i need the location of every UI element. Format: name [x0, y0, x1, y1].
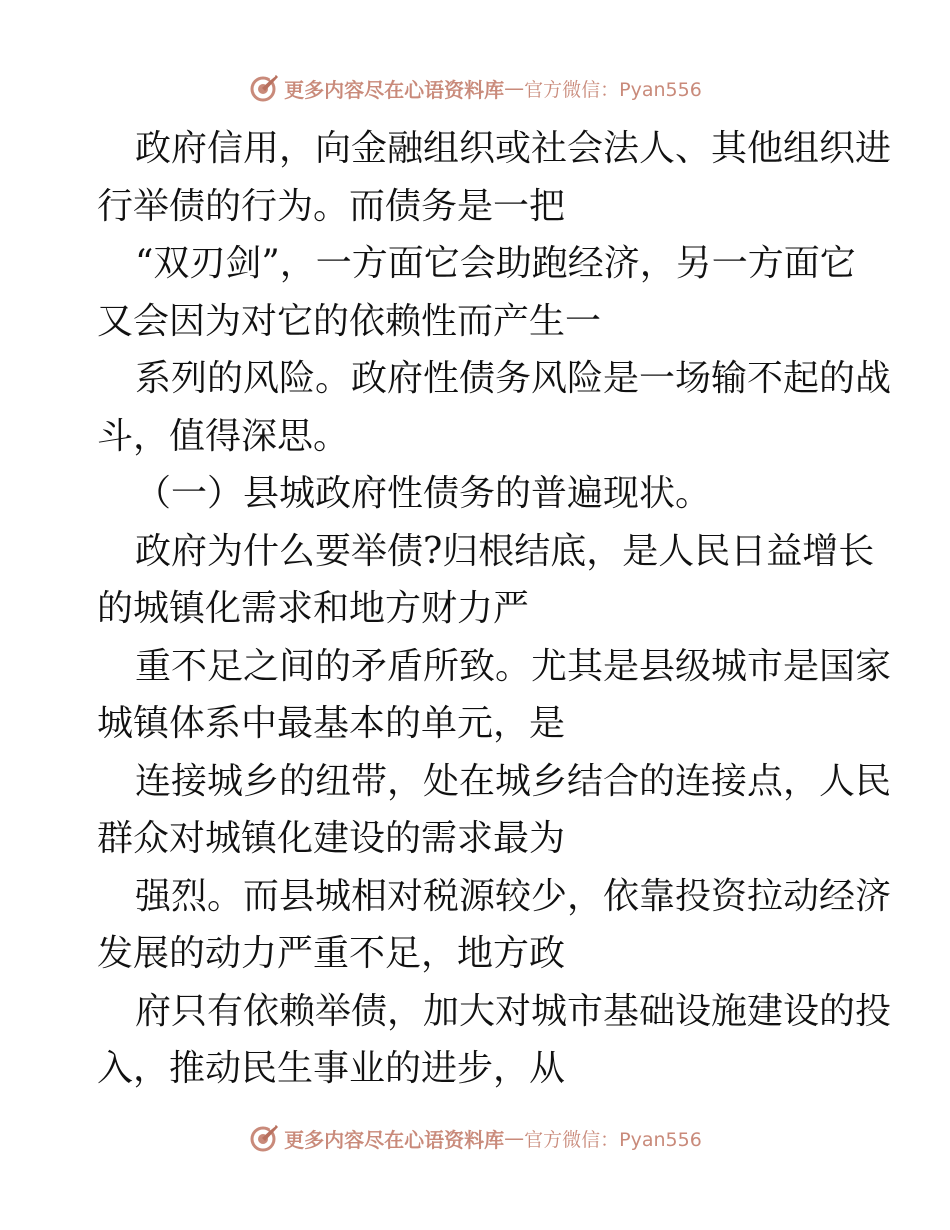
text-line: 政府为什么要举债?归根结底，是人民日益增长	[135, 530, 875, 572]
text-line: 行举债的行为。而债务是一把	[97, 185, 566, 227]
text-line: 连接城乡的纽带，处在城乡结合的连接点，人民	[135, 760, 892, 802]
header-brand-text: 更多内容尽在心语资料库	[284, 77, 505, 102]
header-watermark-banner	[0, 71, 950, 105]
quill-pen-circle-icon	[248, 72, 280, 104]
footer-brand-text: 更多内容尽在心语资料库	[284, 1127, 505, 1152]
footer-separator: —	[504, 1126, 525, 1150]
footer-watermark-banner	[0, 1121, 950, 1155]
text-line: “双刃剑”，一方面它会助跑经济，另一方面它	[135, 243, 856, 284]
text-line: 强烈。而县城相对税源较少，依靠投资拉动经济	[135, 875, 892, 917]
text-line: 群众对城镇化建设的需求最为	[97, 818, 566, 859]
quill-pen-circle-icon	[248, 1122, 280, 1154]
footer-contact-text: 官方微信：Pyan556	[524, 1128, 702, 1151]
text-line: 入，推动民生事业的进步，从	[97, 1048, 566, 1089]
body-text	[97, 120, 892, 1098]
header-separator: —	[504, 76, 525, 100]
text-line: 系列的风险。政府性债务风险是一场输不起的战	[135, 358, 892, 399]
text-line: 政府信用，向金融组织或社会法人、其他组织进	[135, 128, 892, 169]
text-line: 的城镇化需求和地方财力严	[97, 588, 530, 629]
section-heading: （一）县城政府性债务的普遍现状。	[135, 473, 712, 514]
text-line: 又会因为对它的依赖性而产生一	[97, 300, 602, 342]
text-line: 发展的动力严重不足，地方政	[97, 933, 566, 974]
text-line: 重不足之间的矛盾所致。尤其是县级城市是国家	[135, 645, 892, 687]
text-line: 城镇体系中最基本的单元，是	[97, 703, 566, 744]
text-line: 府只有依赖举债，加大对城市基础设施建设的投	[135, 990, 892, 1032]
header-contact-text: 官方微信：Pyan556	[524, 78, 702, 101]
text-line: 斗，值得深思。	[97, 415, 350, 457]
